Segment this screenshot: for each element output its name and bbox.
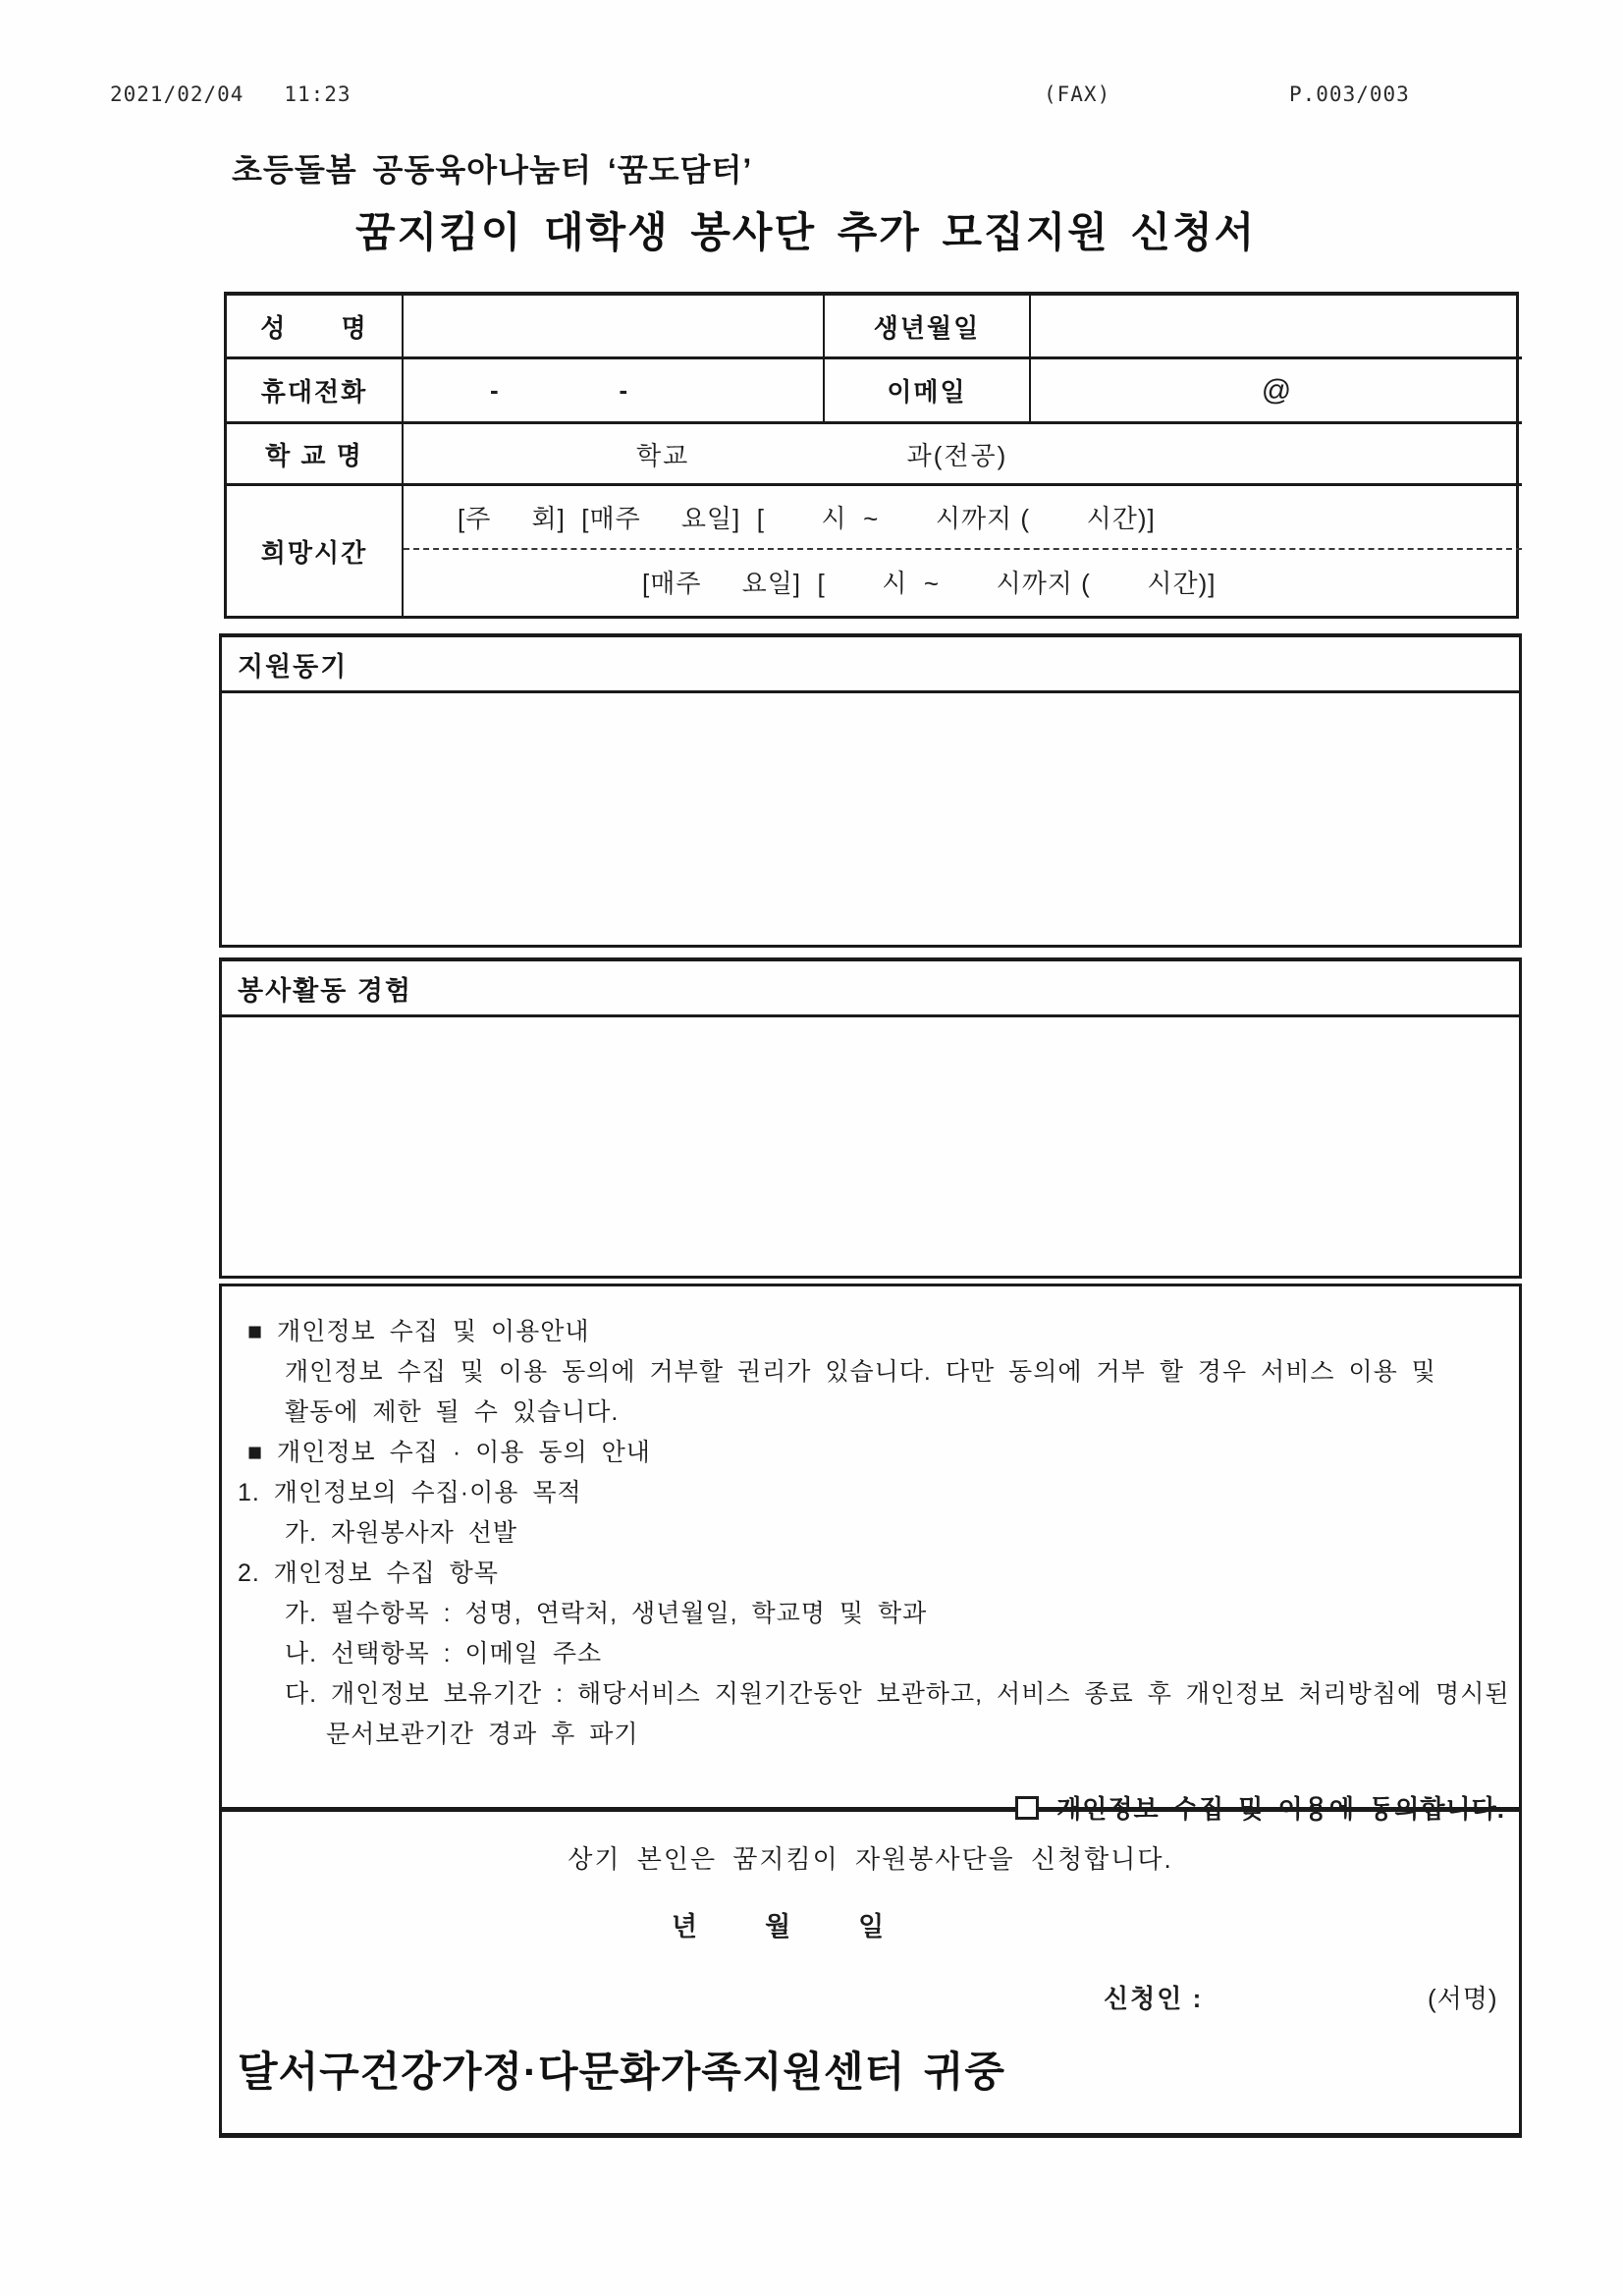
applicant-label: 신청인 : <box>1104 1984 1204 2013</box>
birthdate-input-cell <box>1031 296 1522 359</box>
signature-label: (서명) <box>1428 1984 1498 2013</box>
privacy-line: ■ 개인정보 수집 · 이용 동의 안내 <box>247 1439 651 1466</box>
signature-section <box>219 1812 1522 2138</box>
privacy-line: 활동에 제한 될 수 있습니다. <box>285 1398 620 1426</box>
fax-page-number: P.003/003 <box>1289 82 1410 106</box>
fax-label: (FAX) <box>1044 82 1111 106</box>
privacy-line: 1. 개인정보의 수집·이용 목적 <box>238 1479 582 1506</box>
privacy-line: 나. 선택항목 : 이메일 주소 <box>285 1640 603 1667</box>
privacy-line: 2. 개인정보 수집 항목 <box>238 1559 499 1587</box>
experience-section-header: 봉사활동 경험 <box>222 961 1519 1017</box>
school-input-cell: 학교 과(전공) <box>404 424 1522 486</box>
form-subtitle: 초등돌봄 공동육아나눔터 ‘꿈도담터’ <box>232 152 753 188</box>
privacy-line: 개인정보 수집 및 이용 동의에 거부할 권리가 있습니다. 다만 동의에 거부 할 경우 서비스 이용 및 <box>285 1358 1436 1386</box>
name-label: 성 명 <box>227 296 404 359</box>
birthdate-label: 생년월일 <box>825 296 1031 359</box>
privacy-line: 다. 개인정보 보유기간 : 해당서비스 지원기간동안 보관하고, 서비스 종료 후 개인정보 처리방침에 명시된 <box>285 1680 1510 1708</box>
motive-section-header: 지원동기 <box>222 637 1519 693</box>
applicant-info-table <box>224 292 1519 619</box>
name-input-cell <box>404 296 825 359</box>
date-line: 년 월 일 <box>672 1912 886 1941</box>
privacy-line: 가. 자원봉사자 선발 <box>285 1519 518 1547</box>
hope-time-row-1: [주 회] [매주 요일] [ 시 ~ 시까지 ( 시간)] <box>404 486 1522 550</box>
hope-time-input-cell <box>404 486 1522 616</box>
hope-time-label: 희망시간 <box>227 486 404 616</box>
privacy-line: 문서보관기간 경과 후 파기 <box>326 1721 639 1748</box>
privacy-notice-section <box>219 1284 1522 1824</box>
recipient-line: 달서구건강가정·다문화가족지원센터 귀중 <box>238 2049 1005 2095</box>
phone-label: 휴대전화 <box>227 359 404 424</box>
experience-section <box>219 957 1522 1279</box>
privacy-line: ■ 개인정보 수집 및 이용안내 <box>247 1318 590 1345</box>
motive-section <box>219 633 1522 948</box>
school-label: 학 교 명 <box>227 424 404 486</box>
phone-input-cell: - - <box>404 359 825 424</box>
declaration-text: 상기 본인은 꿈지킴이 자원봉사단을 신청합니다. <box>568 1844 1173 1874</box>
email-label: 이메일 <box>825 359 1031 424</box>
privacy-line: 가. 필수항목 : 성명, 연락처, 생년월일, 학교명 및 학과 <box>285 1600 928 1627</box>
form-title: 꿈지킴이 대학생 봉사단 추가 모집지원 신청서 <box>355 209 1257 255</box>
fax-datetime: 2021/02/04 11:23 <box>110 82 352 106</box>
consent-label: 개인정보 수집 및 이용에 동의합니다. <box>1056 1794 1505 1824</box>
hope-time-row-2: [매주 요일] [ 시 ~ 시까지 ( 시간)] <box>642 569 1217 598</box>
email-input-cell: @ <box>1031 359 1522 424</box>
